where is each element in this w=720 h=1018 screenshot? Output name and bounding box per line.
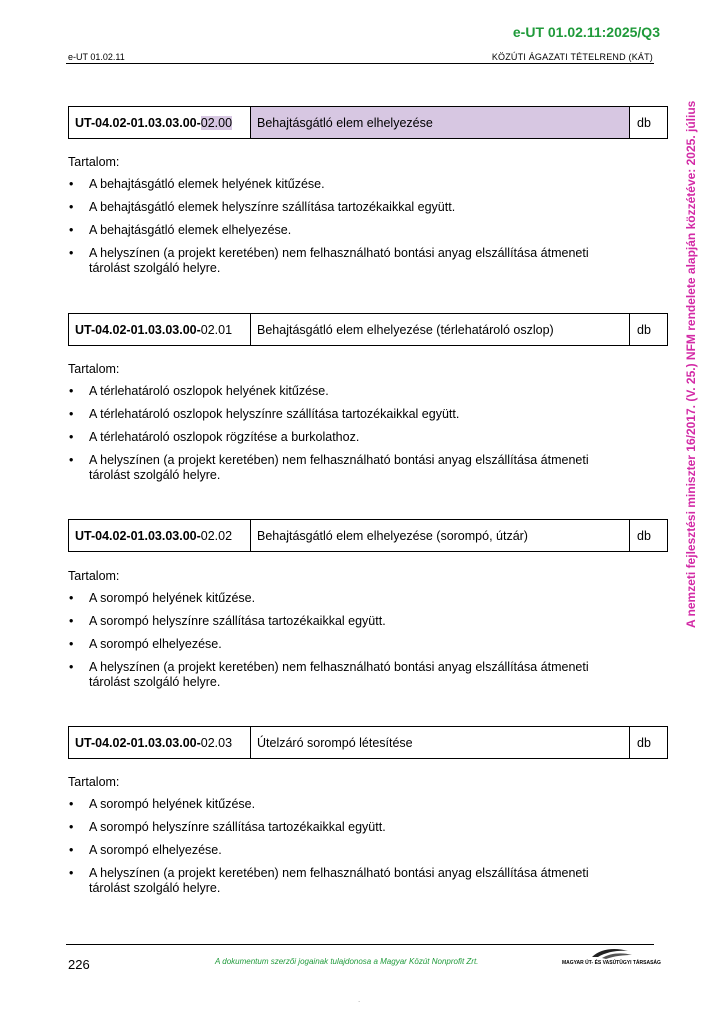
list-item: • A térlehatároló oszlopok helyének kitűzése. (68, 384, 628, 399)
list-item: • A sorompó helyszínre szállítása tartozékaikkal együtt. (68, 820, 628, 835)
header-right-title: KÖZÚTI ÁGAZATI TÉTELREND (KÁT) (491, 52, 653, 62)
list-item: • A sorompó helyének kitűzése. (68, 591, 628, 606)
list-item: • A térlehatároló oszlopok rögzítése a burkolathoz. (68, 430, 628, 445)
item-code-suffix: 02.02 (200, 528, 233, 543)
item-content-1 (68, 155, 628, 284)
list-item: • A sorompó elhelyezése. (68, 637, 628, 652)
item-code-prefix: UT-04.02-01.03.03.00- (75, 528, 201, 543)
side-publication-note: A nemzeti fejlesztési miniszter 16/2017. (V. 25.) NFM rendelete alapján közzétéve: 2025. július (684, 100, 698, 628)
list-item: • A behajtásgátló elemek helyének kitűzése. (68, 177, 628, 192)
item-description: Behajtásgátló elem elhelyezése (térlehatároló oszlop) (251, 314, 630, 345)
item-content-3 (68, 569, 628, 698)
document-code: e-UT 01.02.11:2025/Q3 (512, 24, 660, 40)
content-list (68, 177, 628, 276)
item-table-3 (68, 519, 668, 552)
item-code (69, 727, 251, 758)
item-unit: db (637, 528, 651, 543)
item-table-2 (68, 313, 668, 346)
item-code-suffix: 02.01 (200, 322, 233, 337)
page-mark: . (358, 995, 361, 1004)
list-item: • A helyszínen (a projekt keretében) nem felhasználható bontási anyag elszállítása átmeneti tárolást szolgáló helyre. (68, 660, 628, 690)
list-item: • A helyszínen (a projekt keretében) nem felhasználható bontási anyag elszállítása átmeneti tárolást szolgáló helyre. (68, 866, 628, 896)
item-description: Behajtásgátló elem elhelyezése (251, 107, 630, 138)
header-left-code: e-UT 01.02.11 (68, 52, 125, 62)
header-divider (66, 63, 654, 64)
item-code-prefix: UT-04.02-01.03.03.00- (75, 322, 201, 337)
item-code (69, 314, 251, 345)
item-code-prefix: UT-04.02-01.03.03.00- (75, 735, 201, 750)
content-list (68, 591, 628, 690)
item-description: Behajtásgátló elem elhelyezése (sorompó, útzár) (251, 520, 630, 551)
list-item: • A helyszínen (a projekt keretében) nem felhasználható bontási anyag elszállítása átmeneti tárolást szolgáló helyre. (68, 453, 628, 483)
list-item: • A sorompó helyszínre szállítása tartozékaikkal együtt. (68, 614, 628, 629)
list-item: • A behajtásgátló elemek helyszínre szállítása tartozékaikkal együtt. (68, 200, 628, 215)
item-code (69, 520, 251, 551)
item-unit: db (637, 115, 651, 130)
item-content-2 (68, 362, 628, 491)
list-item: • A helyszínen (a projekt keretében) nem felhasználható bontási anyag elszállítása átmeneti tárolást szolgáló helyre. (68, 246, 628, 276)
item-unit: db (637, 735, 651, 750)
content-label: Tartalom: (68, 569, 120, 583)
list-item: • A sorompó elhelyezése. (68, 843, 628, 858)
content-label: Tartalom: (68, 775, 120, 789)
item-unit: db (637, 322, 651, 337)
item-description: Útelzáró sorompó létesítése (251, 727, 630, 758)
list-item: • A sorompó helyének kitűzése. (68, 797, 628, 812)
list-item: • A behajtásgátló elemek elhelyezése. (68, 223, 628, 238)
logo-text: MAGYAR ÚT- ÉS VASÚTÜGYI TÁRSASÁG (562, 960, 661, 966)
list-item: • A térlehatároló oszlopok helyszínre szállítása tartozékaikkal együtt. (68, 407, 628, 422)
item-table-4 (68, 726, 668, 759)
copyright-note: A dokumentum szerzői jogainak tulajdonosa a Magyar Közút Nonprofit Zrt. (215, 957, 479, 966)
item-code-suffix: 02.03 (200, 735, 233, 750)
item-code (69, 107, 251, 138)
content-list (68, 384, 628, 483)
content-label: Tartalom: (68, 155, 120, 169)
item-code-prefix: UT-04.02-01.03.03.00- (75, 115, 201, 130)
content-list (68, 797, 628, 896)
page-number: 226 (68, 957, 90, 972)
item-content-4 (68, 775, 628, 904)
item-table-1 (68, 106, 668, 139)
content-label: Tartalom: (68, 362, 120, 376)
item-code-suffix: 02.00 (200, 115, 233, 130)
